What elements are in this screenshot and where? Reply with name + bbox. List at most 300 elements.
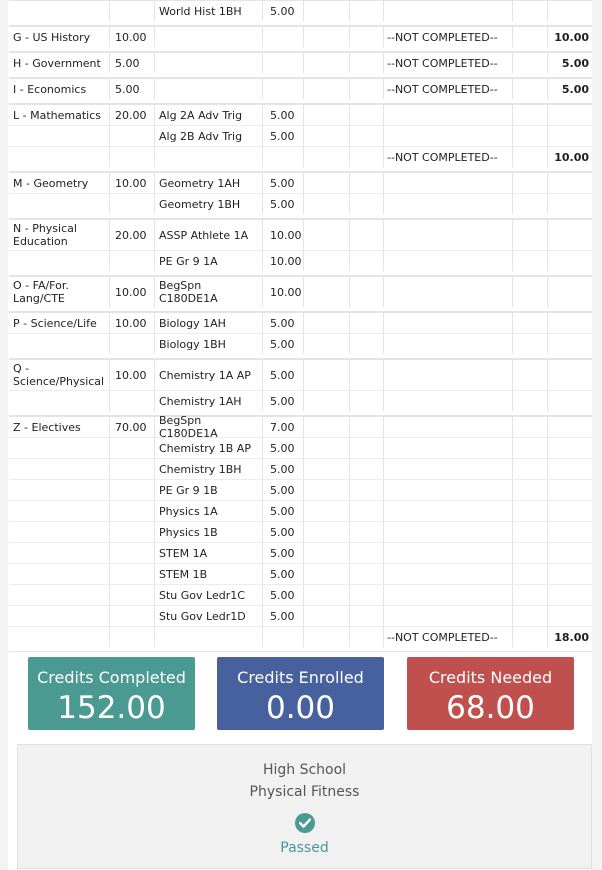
empty-cell [304,334,350,354]
completion-status [384,564,513,584]
empty-cell [350,105,384,125]
empty-cell [304,27,350,47]
fitness-title-line1: High School [262,762,347,778]
required-credits [110,194,155,214]
required-credits: 5.00 [110,53,155,73]
empty-cell [304,627,350,647]
remaining-credits [548,543,592,563]
table-row [9,459,592,480]
table-row [9,501,592,522]
course-credits [263,53,304,73]
completion-status [384,251,513,271]
empty-cell [513,126,548,146]
course-name [155,627,263,647]
remaining-credits [548,564,592,584]
requirement-area [9,459,110,479]
remaining-credits [548,438,592,458]
empty-cell [304,360,350,390]
completion-status [384,543,513,563]
course-credits: 5.00 [263,459,304,479]
empty-cell [350,522,384,542]
empty-cell [304,438,350,458]
requirement-area [9,564,110,584]
course-name: Physics 1A [155,501,263,521]
empty-cell [513,391,548,411]
required-credits [110,627,155,647]
empty-cell [304,1,350,21]
empty-cell [513,79,548,99]
completion-status [384,606,513,626]
course-credits [263,27,304,47]
empty-cell [304,173,350,193]
credits-enrolled-value: 0.00 [265,690,336,726]
requirement-area [9,438,110,458]
empty-cell [304,480,350,500]
credits-completed-value: 152.00 [57,690,166,726]
table-row [9,251,592,271]
completion-status [384,313,513,333]
empty-cell [513,53,548,73]
course-credits: 5.00 [263,1,304,21]
requirement-area: I - Economics [9,79,110,99]
empty-cell [513,277,548,307]
empty-cell [513,480,548,500]
requirement-area [9,194,110,214]
empty-cell [513,251,548,271]
course-credits: 5.00 [263,480,304,500]
requirement-area [9,391,110,411]
required-credits [110,1,155,21]
empty-cell [304,105,350,125]
empty-cell [350,173,384,193]
requirement-area: L - Mathematics [9,105,110,125]
empty-cell [304,194,350,214]
empty-cell [304,79,350,99]
empty-cell [350,627,384,647]
empty-cell [350,585,384,605]
required-credits [110,147,155,167]
graduation-requirements-table [9,0,592,652]
required-credits [110,126,155,146]
empty-cell [513,173,548,193]
empty-cell [513,417,548,437]
required-credits: 10.00 [110,277,155,307]
course-credits: 5.00 [263,334,304,354]
requirement-group [9,78,592,99]
credits-completed-label: Credits Completed [37,668,186,687]
remaining-credits [548,606,592,626]
empty-cell [513,147,548,167]
requirement-area [9,480,110,500]
requirement-group [9,312,592,354]
empty-cell [350,417,384,437]
completion-status [384,360,513,390]
empty-cell [350,543,384,563]
empty-cell [304,251,350,271]
table-row [9,360,592,391]
physical-fitness-panel [17,744,592,869]
completion-status: --NOT COMPLETED-- [384,147,513,167]
requirement-area [9,522,110,542]
fitness-title [18,759,591,803]
remaining-credits: 18.00 [554,630,589,644]
required-credits [110,564,155,584]
remaining-credits [548,501,592,521]
requirement-area [9,501,110,521]
table-row [9,627,592,647]
empty-cell [513,313,548,333]
course-name: Biology 1BH [155,334,263,354]
required-credits: 10.00 [110,27,155,47]
empty-cell [304,277,350,307]
required-credits [110,585,155,605]
course-credits: 5.00 [263,360,304,390]
course-name: STEM 1B [155,564,263,584]
course-name [155,147,263,167]
table-row [9,220,592,251]
credits-needed-label: Credits Needed [428,668,553,687]
course-credits: 5.00 [263,585,304,605]
empty-cell [513,585,548,605]
empty-cell [513,501,548,521]
remaining-credits [548,220,592,250]
empty-cell [350,27,384,47]
credits-needed-value: 68.00 [446,690,535,726]
course-credits: 10.00 [263,251,304,271]
empty-cell [304,543,350,563]
empty-cell [350,501,384,521]
course-credits: 5.00 [263,501,304,521]
completion-status [384,126,513,146]
empty-cell [513,627,548,647]
empty-cell [350,194,384,214]
course-credits: 5.00 [263,173,304,193]
empty-cell [350,606,384,626]
table-row [9,126,592,147]
completion-status [384,334,513,354]
required-credits: 10.00 [110,313,155,333]
requirement-area [9,126,110,146]
remaining-credits [548,522,592,542]
empty-cell [304,53,350,73]
completion-status [384,459,513,479]
course-name: Physics 1B [155,522,263,542]
empty-cell [304,501,350,521]
table-row [9,414,592,440]
course-name: PE Gr 9 1A [155,251,263,271]
course-name: Stu Gov Ledr1D [155,606,263,626]
course-credits: 5.00 [263,543,304,563]
empty-cell [350,220,384,250]
remaining-credits [548,173,592,193]
completion-status [384,105,513,125]
empty-cell [350,277,384,307]
empty-cell [350,147,384,167]
table-row [9,1,592,21]
remaining-credits: 10.00 [554,30,589,44]
requirement-area [9,543,110,563]
completion-status: --NOT COMPLETED-- [384,27,513,47]
table-row [9,334,592,354]
empty-cell [350,334,384,354]
table-row [9,313,592,334]
required-credits: 10.00 [110,360,155,390]
requirement-group [9,276,592,307]
required-credits: 20.00 [110,105,155,125]
course-credits: 5.00 [263,126,304,146]
remaining-credits [548,459,592,479]
empty-cell [304,313,350,333]
course-credits: 5.00 [263,391,304,411]
requirement-area [9,147,110,167]
course-name: Alg 2B Adv Trig [155,126,263,146]
course-credits: 5.00 [263,564,304,584]
fitness-status: Passed [280,840,329,856]
remaining-credits [548,194,592,214]
empty-cell [513,27,548,47]
empty-cell [304,417,350,437]
required-credits [110,480,155,500]
credits-enrolled-label: Credits Enrolled [237,668,364,687]
empty-cell [513,334,548,354]
required-credits: 5.00 [110,79,155,99]
course-credits: 5.00 [263,194,304,214]
empty-cell [513,105,548,125]
empty-cell [304,606,350,626]
requirement-group [9,172,592,214]
credits-enrolled-card [217,657,384,730]
table-row [9,277,592,307]
requirement-area: M - Geometry [9,173,110,193]
course-name: Chemistry 1A AP [155,360,263,390]
requirement-area: P - Science/Life [9,313,110,333]
empty-cell [350,1,384,21]
completion-status: --NOT COMPLETED-- [384,53,513,73]
remaining-credits [548,313,592,333]
course-credits [263,627,304,647]
required-credits [110,606,155,626]
completion-status [384,1,513,21]
empty-cell [304,459,350,479]
course-credits: 5.00 [263,438,304,458]
empty-cell [513,459,548,479]
course-credits [263,147,304,167]
empty-cell [513,606,548,626]
table-row [9,194,592,214]
page-gutter-left [0,0,8,870]
remaining-credits [548,251,592,271]
empty-cell [350,313,384,333]
requirement-area [9,627,110,647]
empty-cell [350,360,384,390]
required-credits [110,438,155,458]
course-credits: 10.00 [263,277,304,307]
empty-cell [513,1,548,21]
completion-status [384,585,513,605]
empty-cell [350,480,384,500]
table-row [9,27,592,47]
table-row [9,53,592,73]
completion-status [384,220,513,250]
course-name: STEM 1A [155,543,263,563]
requirement-group [9,359,592,411]
required-credits [110,334,155,354]
empty-cell [513,194,548,214]
completion-status [384,277,513,307]
course-name: BegSpn C180DE1A [155,277,263,307]
requirement-group [9,52,592,73]
group-separator [9,647,592,652]
course-name: Chemistry 1AH [155,391,263,411]
completion-status [384,194,513,214]
table-row [9,147,592,167]
empty-cell [513,543,548,563]
empty-cell [350,79,384,99]
requirement-area: N - Physical Education [9,220,110,250]
course-name: Stu Gov Ledr1C [155,585,263,605]
required-credits [110,522,155,542]
requirement-area: O - FA/For. Lang/CTE [9,277,110,307]
course-name: BegSpn C180DE1A [155,417,263,437]
completion-status: --NOT COMPLETED-- [384,79,513,99]
remaining-credits [548,126,592,146]
course-name: PE Gr 9 1B [155,480,263,500]
empty-cell [350,459,384,479]
remaining-credits: 5.00 [561,82,589,96]
remaining-credits [548,277,592,307]
remaining-credits: 5.00 [561,56,589,70]
completion-status [384,417,513,437]
empty-cell [350,564,384,584]
course-name: Chemistry 1B AP [155,438,263,458]
empty-cell [350,126,384,146]
requirement-group [9,26,592,47]
required-credits [110,459,155,479]
requirement-area [9,1,110,21]
course-name: Geometry 1BH [155,194,263,214]
remaining-credits [548,334,592,354]
completion-status [384,173,513,193]
required-credits: 10.00 [110,173,155,193]
requirement-group [9,104,592,167]
empty-cell [513,360,548,390]
course-name: ASSP Athlete 1A [155,220,263,250]
required-credits [110,501,155,521]
empty-cell [350,251,384,271]
required-credits [110,391,155,411]
completion-status [384,480,513,500]
empty-cell [513,438,548,458]
requirement-area: Z - Electives [9,417,110,437]
empty-cell [350,438,384,458]
completion-status [384,522,513,542]
empty-cell [513,564,548,584]
empty-cell [350,53,384,73]
course-credits: 5.00 [263,522,304,542]
required-credits: 70.00 [110,417,155,437]
course-name: Chemistry 1BH [155,459,263,479]
requirement-group [9,416,592,647]
empty-cell [304,564,350,584]
check-circle-icon [295,813,315,833]
required-credits [110,251,155,271]
requirement-area: H - Government [9,53,110,73]
requirement-area [9,334,110,354]
course-credits: 10.00 [263,220,304,250]
course-credits: 5.00 [263,105,304,125]
fitness-title-line2: Physical Fitness [249,784,360,800]
table-row [9,480,592,501]
table-row [9,173,592,194]
table-row [9,79,592,99]
table-row [9,522,592,543]
remaining-credits [548,391,592,411]
empty-cell [304,585,350,605]
table-row [9,391,592,411]
credits-completed-card [28,657,195,730]
remaining-credits [548,480,592,500]
course-name: Biology 1AH [155,313,263,333]
empty-cell [513,522,548,542]
table-row [9,543,592,564]
empty-cell [304,522,350,542]
table-row [9,585,592,606]
completion-status [384,391,513,411]
course-name: Alg 2A Adv Trig [155,105,263,125]
completion-status [384,501,513,521]
requirement-area: Q - Science/Physical [9,360,110,390]
completion-status: --NOT COMPLETED-- [384,627,513,647]
course-credits: 5.00 [263,313,304,333]
requirement-group [9,0,592,21]
page-gutter-right [592,0,602,870]
remaining-credits [548,417,592,437]
course-name [155,53,263,73]
required-credits: 20.00 [110,220,155,250]
table-row [9,606,592,627]
remaining-credits [548,360,592,390]
table-row [9,438,592,459]
course-name [155,79,263,99]
course-credits [263,79,304,99]
empty-cell [304,147,350,167]
empty-cell [304,391,350,411]
empty-cell [513,220,548,250]
required-credits [110,543,155,563]
course-name [155,27,263,47]
completion-status [384,438,513,458]
empty-cell [350,391,384,411]
remaining-credits [548,585,592,605]
requirement-area: G - US History [9,27,110,47]
requirement-area [9,606,110,626]
remaining-credits [548,1,592,21]
course-credits: 7.00 [263,417,304,437]
course-credits: 5.00 [263,606,304,626]
requirement-area [9,585,110,605]
remaining-credits: 10.00 [554,150,589,164]
course-name: World Hist 1BH [155,1,263,21]
table-row [9,105,592,126]
course-name: Geometry 1AH [155,173,263,193]
credits-needed-card [407,657,574,730]
empty-cell [304,220,350,250]
empty-cell [304,126,350,146]
table-row [9,564,592,585]
requirement-area [9,251,110,271]
requirement-group [9,219,592,271]
remaining-credits [548,105,592,125]
